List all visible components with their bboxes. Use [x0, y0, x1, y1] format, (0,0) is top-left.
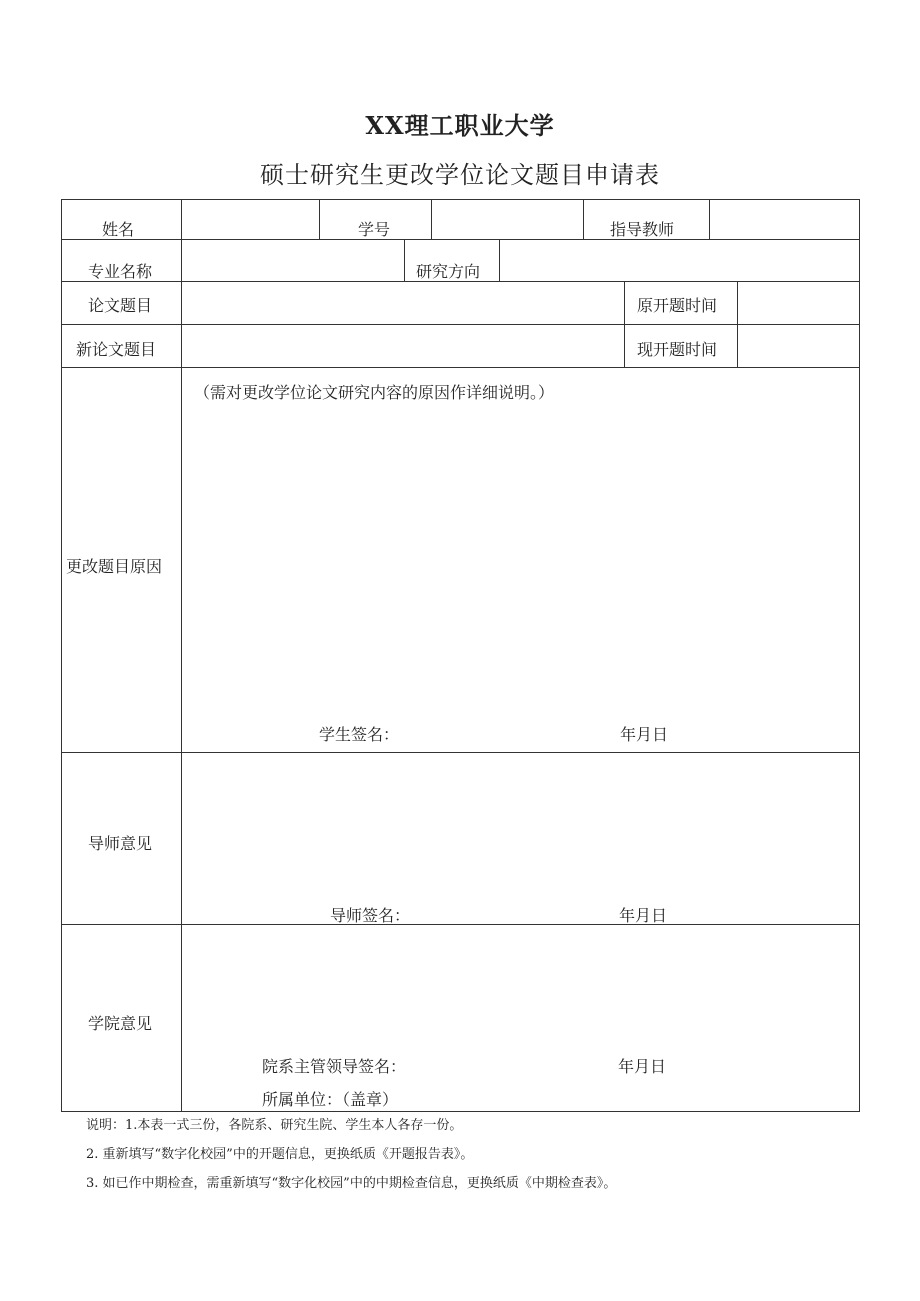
note-1: 说明：1.本表一式三份，各院系、研究生院、学生本人各存一份。 — [86, 1118, 463, 1133]
research-direction-field[interactable] — [499, 239, 860, 282]
reason-label: 更改题目原因 — [66, 557, 163, 576]
college-opinion-label: 学院意见 — [88, 1014, 153, 1033]
note-3: 3. 如已作中期检查，需重新填写“数字化校园”中的中期检查信息，更换纸质《中期检查表》。 — [86, 1176, 617, 1191]
student-id-label: 学号 — [358, 220, 391, 239]
college-opinion-field[interactable] — [181, 924, 860, 1112]
student-signature-label: 学生签名： — [319, 725, 400, 744]
form-title: 硕士研究生更改学位论文题目申请表 — [260, 161, 660, 189]
new-thesis-title-field[interactable] — [181, 324, 625, 368]
college-date-label: 年月日 — [618, 1057, 667, 1076]
name-label: 姓名 — [102, 220, 135, 239]
advisor-opinion-field[interactable] — [181, 752, 860, 925]
original-proposal-time-field[interactable] — [737, 281, 860, 325]
new-proposal-time-label: 现开题时间 — [637, 340, 718, 359]
thesis-title-field[interactable] — [181, 281, 625, 325]
college-unit-label: 所属单位：（盖章） — [262, 1090, 399, 1109]
advisor-date-label: 年月日 — [619, 906, 668, 925]
reason-hint: （需对更改学位论文研究内容的原因作详细说明。） — [194, 383, 555, 402]
original-proposal-time-label-cell — [624, 281, 738, 325]
student-id-label-cell — [319, 199, 432, 240]
thesis-title-label-cell — [61, 281, 182, 325]
advisor-signature-label: 导师签名： — [330, 906, 411, 925]
major-field[interactable] — [181, 239, 405, 282]
advisor-label-cell — [583, 199, 710, 240]
student-date-label: 年月日 — [620, 725, 669, 744]
research-direction-label: 研究方向 — [416, 262, 481, 281]
reason-label-cell — [61, 367, 182, 753]
thesis-title-label: 论文题目 — [88, 296, 153, 315]
name-field[interactable] — [181, 199, 320, 240]
advisor-opinion-label: 导师意见 — [88, 834, 153, 853]
advisor-field[interactable] — [709, 199, 860, 240]
new-thesis-title-label: 新论文题目 — [76, 340, 157, 359]
original-proposal-time-label: 原开题时间 — [637, 296, 718, 315]
major-label: 专业名称 — [88, 262, 153, 281]
advisor-opinion-label-cell — [61, 752, 182, 925]
note-2: 2. 重新填写“数字化校园”中的开题信息，更换纸质《开题报告表》。 — [86, 1147, 474, 1162]
college-signature-label: 院系主管领导签名： — [262, 1057, 407, 1076]
major-label-cell — [61, 239, 182, 282]
university-title: XX理工职业大学 — [365, 111, 555, 140]
name-label-cell — [61, 199, 182, 240]
new-proposal-time-field[interactable] — [737, 324, 860, 368]
new-proposal-time-label-cell — [624, 324, 738, 368]
student-id-field[interactable] — [431, 199, 584, 240]
research-direction-label-cell — [404, 239, 500, 282]
new-thesis-title-label-cell — [61, 324, 182, 368]
college-opinion-label-cell — [61, 924, 182, 1112]
reason-field[interactable] — [181, 367, 860, 753]
advisor-label: 指导教师 — [610, 220, 675, 239]
